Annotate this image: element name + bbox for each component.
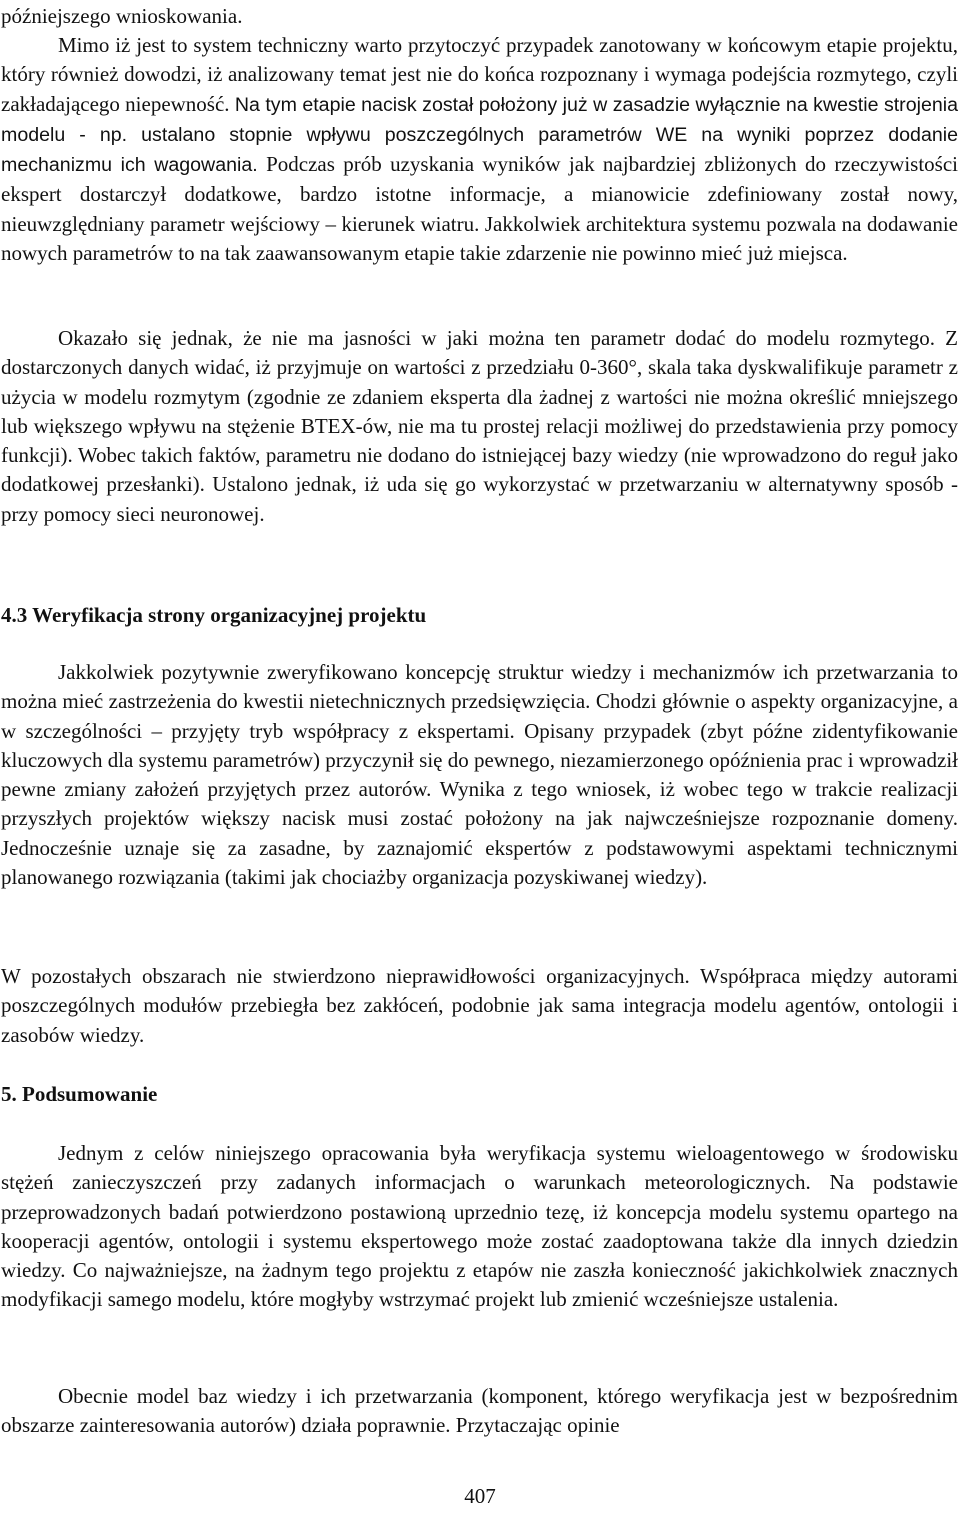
- continuation-line: późniejszego wnioskowania.: [1, 4, 243, 28]
- paragraph-summary-1: Jednym z celów niniejszego opracowania była weryfikacja systemu wieloagentowego w środowisku stężeń zanieczyszczeń przy zadanych informacjach o warunkach meteorologicznych. Na podstawie przeprowadzonych badań potwierdzono postawioną uprzednio tezę, iż koncepcja modelu systemu opartego na kooperacji agentów, ontologii i systemu ekspertowego może zostać zaadoptowana także dla innych dziedzin wiedzy. Co najważniejsze, na żadnym tego projektu z etapów nie zaszła konieczność jakichkolwiek znacznych modyfikacji samego modelu, które mogłyby wstrzymać projekt lub zmienić wcześniejsze ustalenia.: [1, 1141, 958, 1312]
- paragraph-fuzzy-parameter: Okazało się jednak, że nie ma jasności w jaki można ten parametr dodać do modelu rozmytego. Z dostarczonych danych widać, iż przyjmuje on wartości z przedziału 0-360°, skala taka dyskwalifikuje parametr z użycia w modelu rozmytym (zgodnie ze zdaniem eksperta dla żadnej z wartości nie można określić mniejszego lub większego wpływu na stężenie BTEX-ów, nie ma tu prostej relacji możliwej do przedstawienia przy pomocy funkcji). Wobec takich faktów, parametru nie dodano do istniejącej bazy wiedzy (nie wprowadzono do reguł jako dodatkowej przesłanki). Ustalono jednak, iż uda się go wykorzystać w przetwarzaniu w alternatywny sposób - przy pomocy sieci neuronowej.: [1, 326, 958, 526]
- page-number: 407: [464, 1484, 496, 1508]
- paragraph-intro-rest-text: Podczas prób uzyskania wyników jak najbardziej zbliżonych do rzeczywistości ekspert dostarczył dodatkowe, bardzo istotne informacje, a mianowicie zdefiniowany został nowy, nieuwzględniany parametr wejściowy – kierunek wiatru. Jakkolwiek architektura systemu pozwala na dodawanie nowych parametrów to na tak zaawansowanym etapie takie zdarzenie nie powinno mieć już miejsca.: [1, 152, 958, 266]
- paragraph-organizational-1: Jakkolwiek pozytywnie zweryfikowano koncepcję struktur wiedzy i mechanizmów ich przetwarzania to można mieć zastrzeżenia do kwestii nietechnicznych przedsięwzięcia. Chodzi głównie o aspekty organizacyjne, a w szczególności – przyjęty tryb współpracy z ekspertami. Opisany przypadek (zbyt późne zidentyfikowanie kluczowych dla systemu parametrów) przyczynił się do pewnego, niezamierzonego opóźnienia prac i wprowadził pewne zmiany założeń przyjętych przez autorów. Wynika z tego wniosek, iż wobec tego w trakcie realizacji przyszłych projektów większy nacisk musi zostać położony na jak najwcześniejsze rozpoznanie domeny. Jednocześnie uznaje się za zasadne, by zaznajomić ekspertów z podstawowymi aspektami technicznymi planowanego rozwiązania (takimi jak chociażby organizacja pozyskiwanej wiedzy).: [1, 660, 958, 890]
- paragraph-wind-direction-case: [1, 31, 958, 268]
- paragraph-intro-sans-text: Na tym etapie nacisk został położony już w zasadzie wyłącznie na kwestie strojenia modelu - np. ustalano stopnie wpływu poszczególnych parametrów WE na wyniki poprzez dodanie mechanizmu ich wagowania.: [1, 93, 959, 177]
- paragraph-organizational-2: W pozostałych obszarach nie stwierdzono nieprawidłowości organizacyjnych. Współpraca między autorami poszczególnych modułów przebiegła bez zakłóceń, podobnie jak sama integracja modelu agentów, ontologii i zasobów wiedzy.: [1, 964, 958, 1047]
- section-heading-5: 5. Podsumowanie: [1, 1082, 158, 1106]
- paragraph-intro-text: Mimo iż jest to system techniczny warto przytoczyć przypadek zanotowany w końcowym etapie projektu, który również dowodzi, iż analizowany temat jest nie do końca rozpoznany i wymaga podejścia rozmytego, czyli zakładającego niepewność.: [1, 33, 958, 116]
- paragraph-summary-2: Obecnie model baz wiedzy i ich przetwarzania (komponent, którego weryfikacja jest w bezpośrednim obszarze zainteresowania autorów) działa poprawnie. Przytaczając opinie: [1, 1384, 958, 1438]
- section-heading-4-3: 4.3 Weryfikacja strony organizacyjnej projektu: [1, 603, 427, 627]
